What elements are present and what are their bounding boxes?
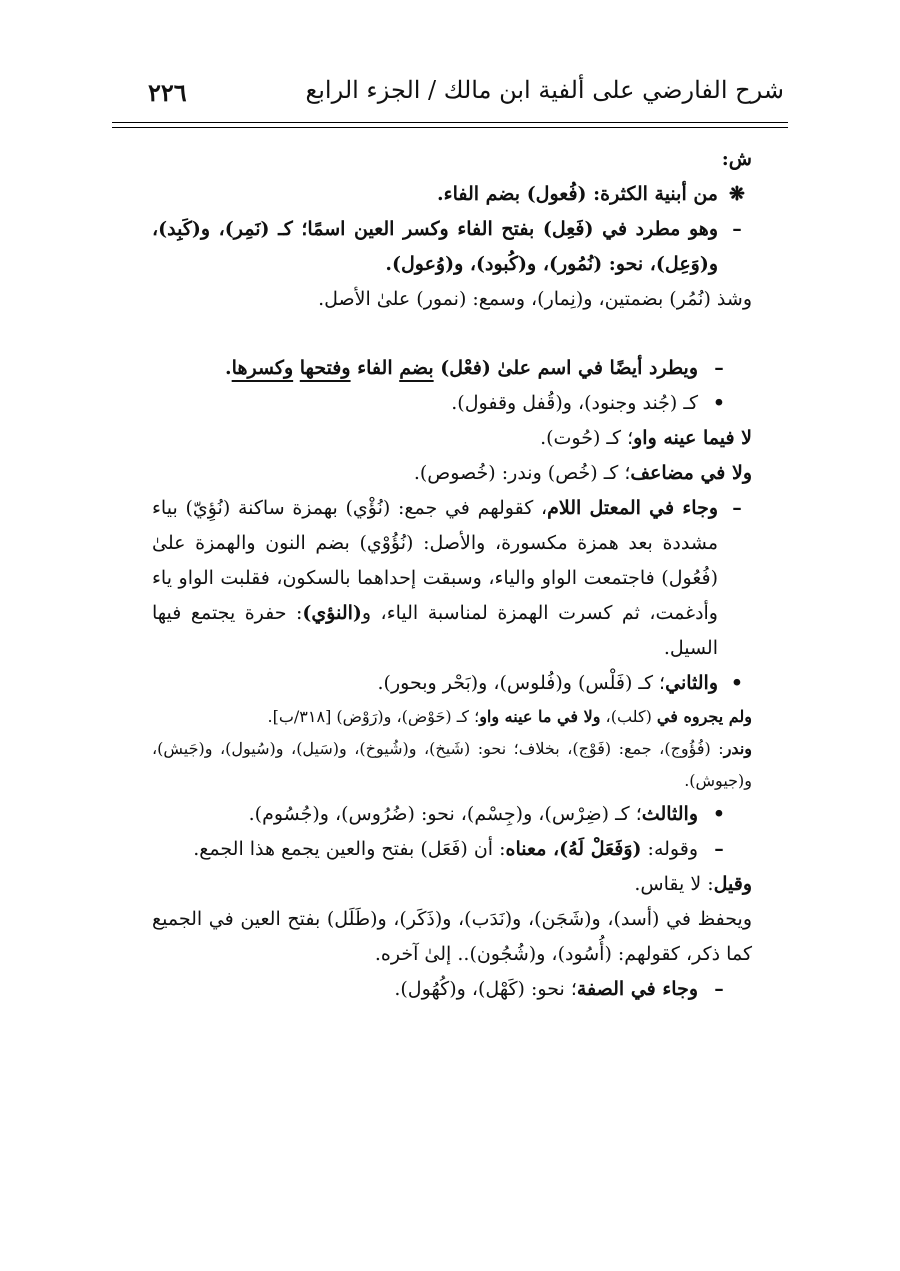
dash-marker: – — [714, 838, 724, 860]
paragraph-8-bold-b: (النؤي) — [302, 602, 362, 624]
paragraph-8-text-a: ، كقولهم في جمع: (نُؤْي) بهمزة ساكنة (نُؤِيّ) بياء مشددة بعد همزة مكسورة، والأصل: (نُؤُوْي) بضم النون والهمزة علىٰ (فُعُول) فاجتمعت الواو والياء، وسبقت إحداهما بالسكون، فقلبت الواو ياء وأدغمت، ثم كسرت الهمزة لمناسبة الياء، و — [152, 497, 718, 624]
paragraph-10-bold-b: ولا في ما عينه واو — [479, 707, 601, 726]
paragraph-4-text-a: ويطرد أيضًا في اسم علىٰ (فعْل) — [433, 357, 698, 379]
page-number: ٢٢٦ — [148, 78, 187, 107]
paragraph-6 — [152, 421, 752, 456]
header-rule-bottom — [112, 127, 788, 128]
paragraph-8-text-b: : حفرة يجتمع فيها السيل. — [152, 602, 718, 659]
paragraph-7-text: ؛ كـ (خُص) وندر: (خُصوص). — [413, 462, 631, 484]
page-body — [152, 142, 752, 1007]
paragraph-4-text-b: الفاء — [350, 357, 400, 379]
paragraph-10-text-a: (كلب)، — [600, 707, 657, 726]
paragraph-9-bold: والثاني — [665, 672, 718, 694]
paragraph-12-text: ؛ كـ (ضِرْس)، و(جِسْم)، نحو: (ضُرُوس)، و(جُسُوم). — [248, 803, 642, 825]
dash-marker: – — [714, 978, 724, 1000]
paragraph-11 — [152, 733, 752, 797]
paragraph-1 — [152, 177, 752, 212]
paragraph-spacer — [152, 317, 752, 351]
paragraph-15: ويحفظ في (أسد)، و(شَجَن)، و(نَدَب)، و(ذَكَر)، و(طَلَل) بفتح العين في الجميع كما ذكر، كقولهم: (أُسُود)، و(شُجُون).. إلىٰ آخره. — [152, 908, 752, 965]
dash-marker: – — [732, 218, 742, 240]
paragraph-12 — [152, 797, 752, 832]
asterism-marker: ❋ — [729, 183, 745, 205]
paragraph-13-bold: (وَفَعَلْ لَهُ)، معناه — [505, 838, 642, 860]
paragraph-16-bold: وجاء في الصفة — [576, 978, 698, 1000]
paragraph-5 — [152, 386, 752, 421]
paragraph-13-text-b: : أن (فَعَل) بفتح والعين يجمع هذا الجمع. — [193, 838, 506, 860]
paragraph-8-bold-a: وجاء في المعتل اللام — [547, 497, 719, 519]
paragraph-14-bold: وقيل — [713, 873, 752, 895]
paragraph-10-bold-a: ولم يجروه في — [656, 707, 752, 726]
paragraph-8 — [152, 491, 752, 666]
paragraph-9-text: ؛ كـ (فَلْس) و(فُلوس)، و(بَحْر وبحور). — [377, 672, 666, 694]
paragraph-14-text: : لا يقاس. — [634, 873, 714, 895]
paragraph-10 — [152, 701, 752, 733]
paragraph-9 — [152, 666, 752, 701]
paragraph-2 — [152, 212, 752, 282]
bullet-marker: • — [712, 392, 726, 414]
dash-marker: – — [714, 357, 724, 379]
paragraph-13 — [152, 832, 752, 867]
paragraph-13-text-a: وقوله: — [641, 838, 698, 860]
paragraph-11-text: : (فُؤُوج)، جمع: (فَوْج)، بخلاف؛ نحو: (شَيخ)، و(شُيوخ)، و(سَيل)، و(سُيول)، و(جَيش)، و(جيوش). — [152, 739, 752, 790]
dash-marker: – — [732, 497, 742, 519]
paragraph-3: وشذ (نُمُر) بضمتين، و(نِمار)، وسمع: (نمور) علىٰ الأصل. — [318, 288, 752, 310]
paragraph-2-text: وهو مطرد في (فَعِل) بفتح الفاء وكسر العين اسمًا؛ كـ (نَمِر)، و(كَبِد)، و(وَعِل)، نحو: (نُمُور)، و(كُبود)، و(وُعول). — [152, 218, 718, 275]
paragraph-12-bold: والثالث — [641, 803, 698, 825]
paragraph-16 — [152, 972, 752, 1007]
paragraph-7 — [152, 456, 752, 491]
paragraph-4-text-c — [293, 357, 300, 379]
paragraph-5-text: كـ (جُند وجنود)، و(قُفل وقفول). — [451, 392, 698, 414]
underlined-term-damm: بضم — [399, 357, 434, 379]
paragraph-6-bold: لا فيما عينه واو — [633, 427, 752, 449]
underlined-term-kasr: وكسرها — [231, 357, 294, 379]
paragraph-16-text: ؛ نحو: (كَهْل)، و(كُهُول). — [394, 978, 577, 1000]
bullet-marker: • — [730, 672, 744, 694]
running-header-title: شرح الفارضي على ألفية ابن مالك / الجزء الرابع — [305, 76, 784, 104]
paragraph-6-text: ؛ كـ (حُوت). — [540, 427, 634, 449]
paragraph-14 — [152, 867, 752, 902]
bullet-marker: • — [712, 803, 726, 825]
underlined-term-fath: وفتحها — [299, 357, 351, 379]
paragraph-4 — [152, 351, 752, 386]
paragraph-11-bold: وندر — [723, 739, 752, 758]
paragraph-4-text-d: . — [225, 357, 232, 379]
paragraph-1-text: من أبنية الكثرة: (فُعول) بضم الفاء. — [437, 183, 718, 205]
header-rule-top — [112, 122, 788, 123]
paragraph-10-text-b: ؛ كـ (حَوْض)، و(رَوْض) [٣١٨/ب]. — [267, 707, 480, 726]
commentary-label: ش: — [721, 148, 752, 170]
paragraph-7-bold: ولا في مضاعف — [630, 462, 752, 484]
